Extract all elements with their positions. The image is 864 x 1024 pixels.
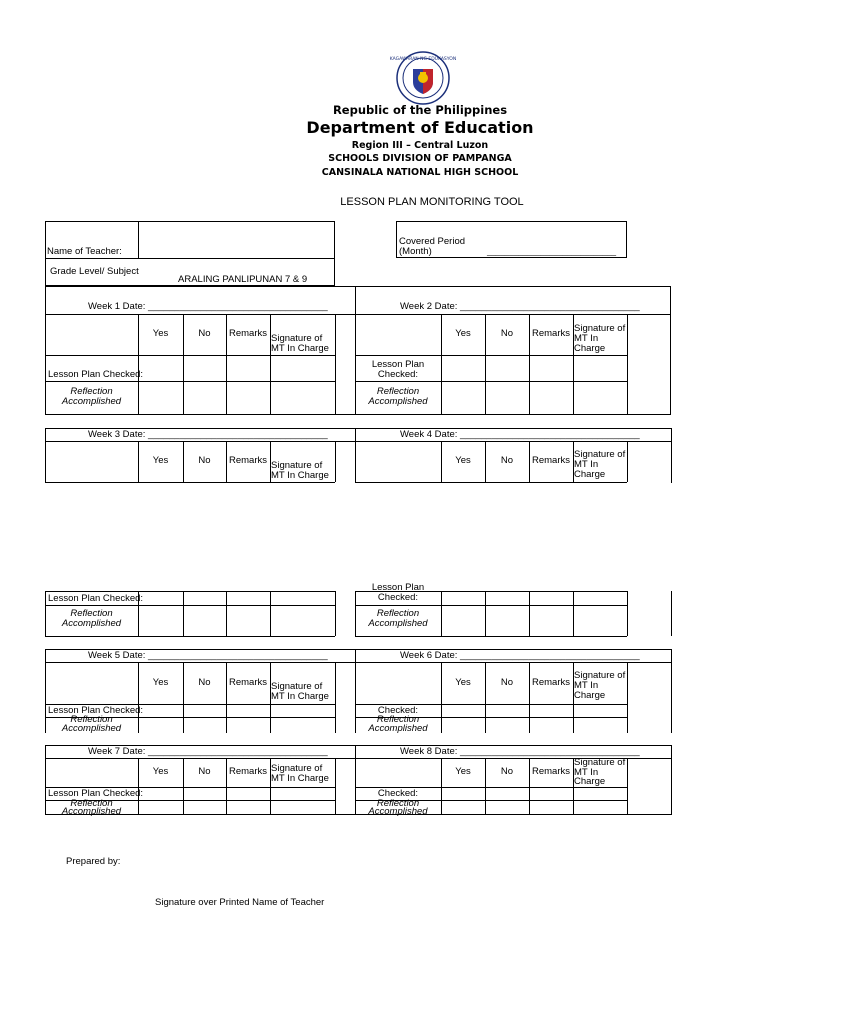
- week-1-2-block: [45, 286, 671, 415]
- row-checked: Checked:: [377, 705, 419, 716]
- week-7-8-block: [45, 745, 671, 815]
- row-lesson-plan-checked: Lesson Plan Checked:: [371, 582, 425, 603]
- col-signature: Signature of MT In Charge: [271, 763, 329, 784]
- week-4-date[interactable]: Week 4 Date: __________________________________: [400, 429, 640, 440]
- teacher-label: Name of Teacher:: [47, 246, 122, 257]
- row-reflection: Reflection Accomplished: [368, 608, 428, 629]
- division-label: SCHOOLS DIVISION OF PAMPANGA: [328, 153, 512, 164]
- week-2-date[interactable]: Week 2 Date: __________________________________: [400, 301, 640, 312]
- week-8-date[interactable]: Week 8 Date: __________________________________: [400, 746, 640, 757]
- deped-seal: [389, 51, 457, 105]
- col-yes: Yes: [455, 328, 471, 340]
- col-remarks: Remarks: [228, 766, 267, 778]
- col-remarks: Remarks: [228, 328, 267, 340]
- row-reflection: Reflection Accomplished: [368, 798, 428, 817]
- row-lesson-plan-checked: Lesson Plan Checked:: [48, 368, 144, 380]
- col-remarks: Remarks: [531, 766, 570, 778]
- row-reflection: Reflection Accomplished: [368, 386, 428, 407]
- col-no: No: [198, 455, 211, 467]
- row-reflection: Reflection Accomplished: [61, 608, 122, 629]
- col-signature: Signature of MT In Charge: [574, 449, 626, 480]
- col-remarks: Remarks: [531, 328, 570, 340]
- col-no: No: [500, 455, 514, 467]
- col-yes: Yes: [455, 676, 471, 688]
- row-lesson-plan-checked: Lesson Plan Checked:: [48, 705, 144, 716]
- col-remarks: Remarks: [531, 676, 570, 688]
- row-reflection: Reflection Accomplished: [61, 798, 122, 817]
- republic-heading: Republic of the Philippines: [332, 103, 508, 117]
- col-yes: Yes: [152, 455, 169, 467]
- row-reflection: Reflection Accomplished: [61, 386, 122, 407]
- covered-period-field[interactable]: _____________________________: [487, 247, 617, 256]
- col-remarks: Remarks: [228, 455, 267, 467]
- covered-period-month: (Month): [399, 246, 432, 257]
- svg-text:KAGAWARAN NG EDUKASYON: KAGAWARAN NG EDUKASYON: [389, 57, 457, 62]
- col-yes: Yes: [152, 328, 169, 340]
- col-no: No: [500, 676, 514, 688]
- col-yes: Yes: [152, 766, 169, 778]
- col-yes: Yes: [152, 676, 169, 688]
- col-remarks: Remarks: [228, 676, 267, 688]
- week-5-6-block: [45, 649, 671, 733]
- week-3-date[interactable]: Week 3 Date: __________________________________: [88, 429, 328, 440]
- col-no: No: [198, 328, 211, 340]
- week-7-date[interactable]: Week 7 Date: __________________________________: [88, 746, 328, 757]
- col-signature: Signature of MT In Charge: [574, 323, 626, 354]
- col-signature: Signature of MT In Charge: [574, 757, 626, 787]
- col-no: No: [500, 328, 514, 340]
- col-signature: Signature of MT In Charge: [574, 670, 626, 701]
- week-3-4-block: [45, 428, 671, 483]
- week-1-date[interactable]: Week 1 Date: __________________________________: [88, 301, 328, 312]
- col-signature: Signature of MT In Charge: [271, 333, 329, 354]
- row-lesson-plan-checked: Lesson Plan Checked:: [48, 788, 144, 799]
- week-6-date[interactable]: Week 6 Date: __________________________________: [400, 650, 640, 661]
- row-reflection: Reflection Accomplished: [368, 714, 428, 734]
- col-remarks: Remarks: [531, 455, 570, 467]
- tool-title: LESSON PLAN MONITORING TOOL: [340, 196, 524, 208]
- col-yes: Yes: [455, 455, 471, 467]
- department-title: Department of Education: [306, 118, 534, 137]
- prepared-by-label: Prepared by:: [66, 856, 121, 867]
- col-no: No: [198, 766, 211, 778]
- row-lesson-plan-checked: Lesson Plan Checked:: [371, 359, 425, 380]
- col-no: No: [198, 676, 211, 688]
- row-reflection: Reflection Accomplished: [61, 714, 122, 734]
- col-no: No: [500, 766, 514, 778]
- grade-label: Grade Level/ Subject: [50, 266, 139, 277]
- signature-label: Signature over Printed Name of Teacher: [155, 897, 325, 908]
- row-checked: Checked:: [377, 788, 419, 799]
- grade-value[interactable]: ARALING PANLIPUNAN 7 & 9: [178, 274, 308, 285]
- region-label: Region III – Central Luzon: [351, 140, 489, 151]
- covered-period-label: Covered Period: [399, 236, 466, 247]
- row-lesson-plan-checked: Lesson Plan Checked:: [48, 593, 144, 604]
- col-yes: Yes: [455, 766, 471, 778]
- week-5-date[interactable]: Week 5 Date: __________________________________: [88, 650, 328, 661]
- col-signature: Signature of MT In Charge: [271, 460, 329, 481]
- school-name: CANSINALA NATIONAL HIGH SCHOOL: [321, 167, 519, 178]
- week-3-4-rows: [45, 583, 671, 637]
- col-signature: Signature of MT In Charge: [271, 681, 329, 702]
